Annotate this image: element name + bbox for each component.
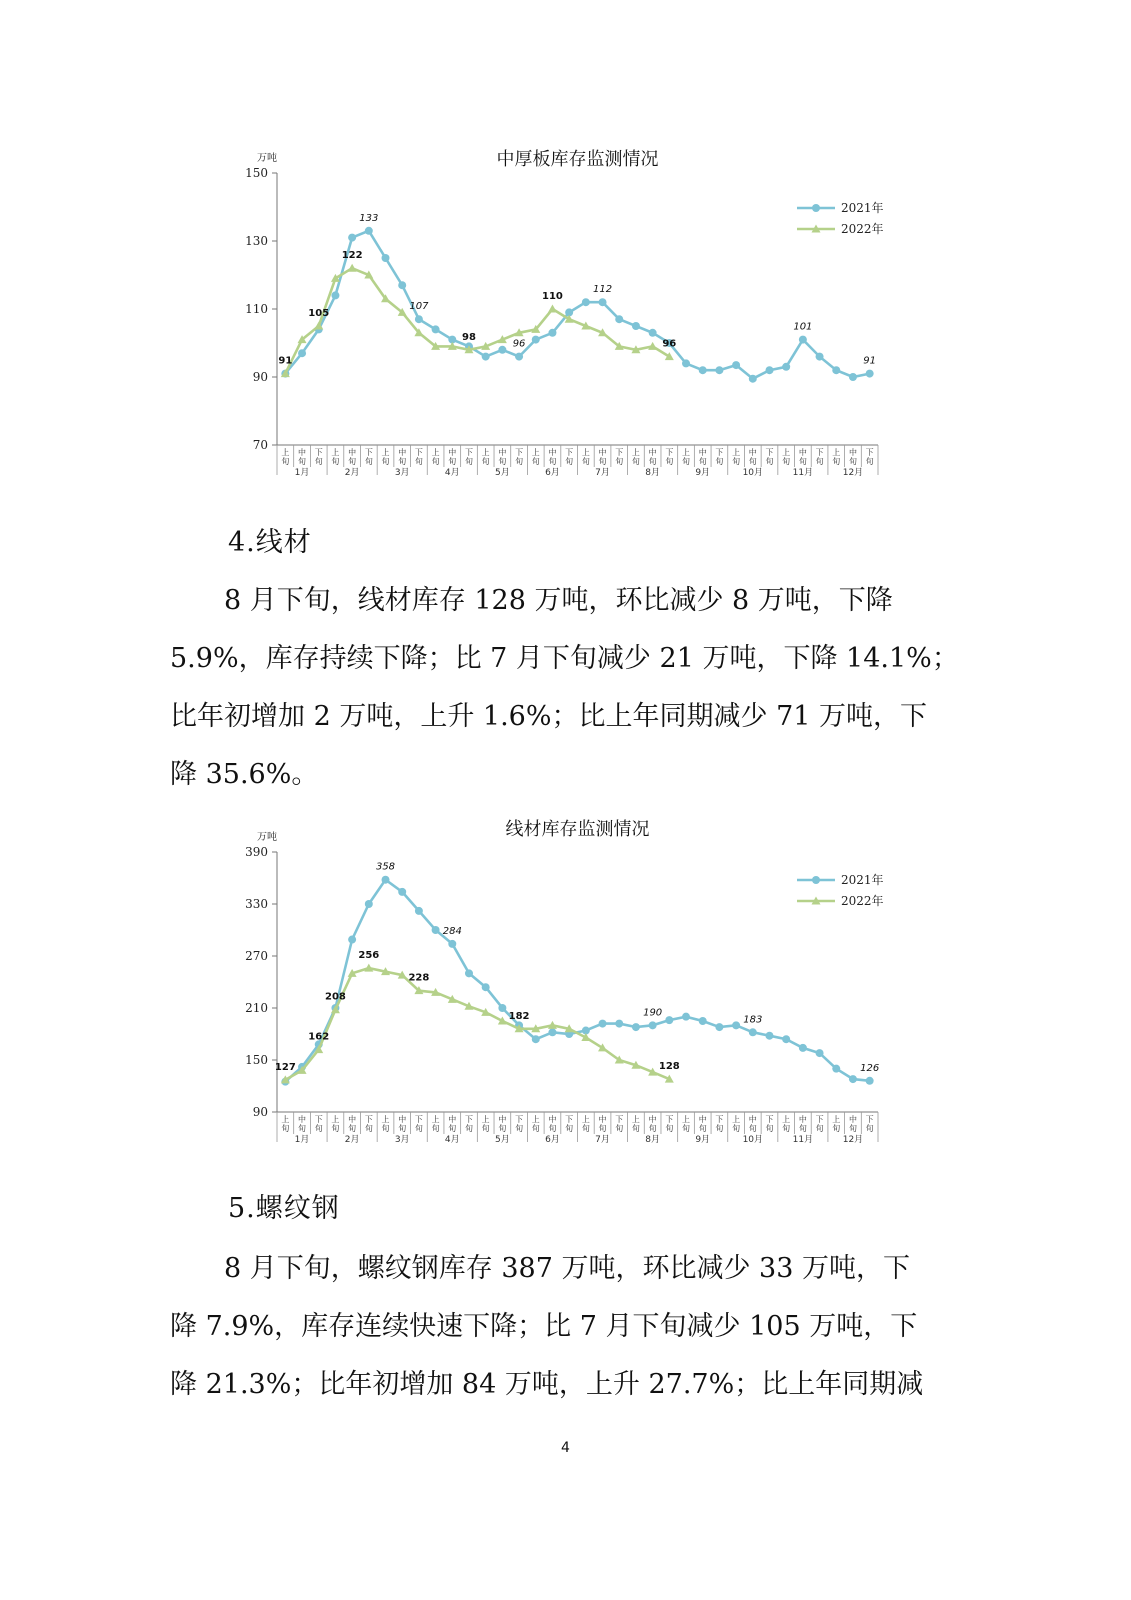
data-label: 127 [274, 1061, 296, 1073]
y-axis-unit-label: 万吨 [257, 832, 277, 843]
x-sub-label: 旬 [665, 457, 674, 466]
data-point-2021 [715, 366, 723, 374]
x-month-label: 4月 [444, 468, 460, 478]
x-sub-label: 上 [331, 1115, 340, 1124]
x-sub-label: 旬 [281, 457, 290, 466]
x-sub-label: 中 [598, 1115, 607, 1124]
data-point-2021 [365, 227, 373, 235]
x-sub-label: 下 [665, 448, 674, 457]
data-point-2021 [498, 1004, 506, 1012]
x-month-label: 11月 [792, 1135, 814, 1145]
x-month-label: 4月 [444, 1135, 460, 1145]
y-tick-label: 110 [245, 302, 268, 316]
x-sub-label: 旬 [815, 1124, 824, 1133]
data-point-2021 [749, 1028, 757, 1036]
x-sub-label: 中 [548, 448, 557, 457]
x-month-label: 12月 [842, 468, 864, 478]
y-tick-label: 150 [245, 166, 268, 180]
x-month-label: 8月 [645, 468, 660, 478]
x-sub-label: 旬 [598, 457, 607, 466]
y-tick-label: 70 [252, 438, 268, 452]
x-sub-label: 旬 [732, 1124, 741, 1133]
x-sub-label: 中 [398, 448, 407, 457]
x-sub-label: 下 [314, 1115, 323, 1124]
x-sub-label: 下 [414, 448, 423, 457]
x-month-label: 1月 [294, 468, 310, 478]
x-sub-label: 上 [732, 448, 741, 457]
x-sub-label: 下 [715, 1115, 724, 1124]
data-point-2021 [599, 298, 607, 306]
x-month-label: 9月 [695, 468, 711, 478]
x-sub-label: 旬 [715, 457, 724, 466]
x-sub-label: 上 [782, 448, 791, 457]
x-sub-label: 上 [431, 448, 440, 457]
data-point-2021 [365, 900, 373, 908]
x-sub-label: 旬 [732, 457, 741, 466]
data-point-2021 [298, 349, 306, 357]
data-point-2021 [398, 888, 406, 896]
y-tick-label: 270 [245, 949, 268, 963]
x-sub-label: 上 [381, 1115, 390, 1124]
x-sub-label: 中 [598, 448, 607, 457]
data-label: 162 [308, 1031, 330, 1043]
data-label: 107 [409, 301, 429, 313]
data-label: 91 [278, 355, 293, 367]
x-sub-label: 下 [815, 448, 824, 457]
data-label: 112 [592, 284, 613, 296]
y-axis-unit-label: 万吨 [257, 153, 277, 164]
x-sub-label: 下 [464, 448, 473, 457]
data-point-2021 [482, 983, 490, 991]
section-heading-wire: 4.线材 [228, 527, 312, 558]
x-sub-label: 中 [848, 1115, 857, 1124]
x-sub-label: 上 [481, 448, 490, 457]
x-sub-label: 旬 [531, 457, 540, 466]
x-sub-label: 中 [548, 1115, 557, 1124]
x-sub-label: 旬 [631, 457, 640, 466]
x-sub-label: 下 [815, 1115, 824, 1124]
data-label: 105 [308, 308, 330, 319]
x-sub-label: 上 [581, 1115, 590, 1124]
x-sub-label: 旬 [314, 1124, 323, 1133]
x-sub-label: 旬 [665, 1124, 674, 1133]
x-sub-label: 旬 [314, 457, 323, 466]
x-month-label: 6月 [545, 1135, 560, 1145]
data-label: 182 [508, 1010, 530, 1022]
x-sub-label: 上 [682, 1115, 691, 1124]
x-sub-label: 中 [798, 448, 807, 457]
section-heading-rebar: 5.螺纹钢 [228, 1193, 340, 1224]
legend-marker [812, 876, 820, 884]
x-sub-label: 下 [414, 1115, 423, 1124]
paragraph-line: 5.9%，库存持续下降；比 7 月下旬减少 21 万吨，下降 14.1%； [170, 643, 959, 674]
x-sub-label: 下 [865, 448, 874, 457]
data-point-2021 [799, 1044, 807, 1052]
data-point-2021 [732, 1021, 740, 1029]
data-point-2021 [599, 1020, 607, 1028]
x-sub-label: 旬 [765, 457, 774, 466]
x-sub-label: 旬 [832, 457, 841, 466]
data-point-2021 [582, 298, 590, 306]
paragraph-wire [170, 572, 960, 804]
x-month-label: 1月 [294, 1135, 310, 1145]
data-point-2022 [348, 264, 357, 272]
data-point-2021 [866, 370, 874, 378]
x-sub-label: 旬 [414, 457, 423, 466]
x-sub-label: 旬 [848, 457, 857, 466]
data-point-2021 [532, 336, 540, 344]
x-sub-label: 中 [498, 1115, 507, 1124]
data-point-2021 [765, 366, 773, 374]
chart-plate-svg [225, 140, 905, 490]
x-month-label: 6月 [545, 468, 560, 478]
chart-plate-inventory [225, 140, 905, 490]
x-sub-label: 上 [732, 1115, 741, 1124]
data-label: 96 [512, 338, 526, 350]
chart-title: 线材库存监测情况 [505, 819, 650, 840]
data-point-2021 [432, 325, 440, 333]
x-month-label: 7月 [595, 468, 610, 478]
x-sub-label: 下 [515, 1115, 524, 1124]
x-sub-label: 旬 [682, 457, 691, 466]
data-label: 122 [341, 250, 363, 262]
x-sub-label: 中 [698, 448, 707, 457]
x-sub-label: 上 [431, 1115, 440, 1124]
x-sub-label: 旬 [715, 1124, 724, 1133]
data-point-2021 [682, 359, 690, 367]
x-sub-label: 旬 [832, 1124, 841, 1133]
x-sub-label: 中 [498, 448, 507, 457]
x-sub-label: 中 [698, 1115, 707, 1124]
paragraph-line: 降 21.3%；比年初增加 84 万吨，上升 27.7%；比上年同期减 [170, 1369, 924, 1400]
x-sub-label: 旬 [782, 457, 791, 466]
data-label: 91 [863, 355, 877, 367]
x-sub-label: 上 [631, 448, 640, 457]
x-sub-label: 旬 [481, 457, 490, 466]
x-month-label: 5月 [495, 468, 510, 478]
series-line-0 [285, 880, 869, 1082]
x-sub-label: 下 [364, 1115, 373, 1124]
x-sub-label: 上 [631, 1115, 640, 1124]
x-sub-label: 中 [398, 1115, 407, 1124]
x-sub-label: 下 [765, 1115, 774, 1124]
data-label: 128 [658, 1061, 680, 1073]
x-sub-label: 中 [748, 1115, 757, 1124]
paragraph-line: 比年初增加 2 万吨，上升 1.6%；比上年同期减少 71 万吨，下 [170, 701, 928, 732]
data-point-2021 [699, 1017, 707, 1025]
x-sub-label: 旬 [782, 1124, 791, 1133]
data-point-2021 [715, 1023, 723, 1031]
x-sub-label: 旬 [615, 457, 624, 466]
x-sub-label: 中 [348, 448, 357, 457]
x-sub-label: 中 [798, 1115, 807, 1124]
x-sub-label: 旬 [865, 1124, 874, 1133]
data-label: 110 [542, 291, 563, 302]
x-sub-label: 旬 [364, 1124, 373, 1133]
data-label: 98 [462, 331, 476, 343]
data-point-2021 [615, 315, 623, 323]
data-point-2021 [382, 876, 390, 884]
data-point-2021 [665, 1016, 673, 1024]
x-sub-label: 中 [348, 1115, 357, 1124]
legend-label: 2022年 [841, 222, 884, 236]
x-sub-label: 下 [615, 448, 624, 457]
y-tick-label: 210 [245, 1001, 268, 1015]
x-sub-label: 旬 [581, 1124, 590, 1133]
x-sub-label: 旬 [448, 457, 457, 466]
x-sub-label: 中 [298, 1115, 307, 1124]
data-point-2021 [548, 1028, 556, 1036]
data-point-2021 [749, 375, 757, 383]
x-month-label: 12月 [842, 1135, 864, 1145]
x-sub-label: 旬 [331, 457, 340, 466]
x-sub-label: 中 [298, 448, 307, 457]
data-point-2021 [732, 361, 740, 369]
data-point-2021 [866, 1077, 874, 1085]
data-point-2021 [832, 1065, 840, 1073]
x-sub-label: 旬 [464, 457, 473, 466]
paragraph-line: 8 月下旬，螺纹钢库存 387 万吨，环比减少 33 万吨，下 [170, 1253, 910, 1284]
data-label: 256 [358, 950, 380, 962]
x-month-label: 7月 [595, 1135, 610, 1145]
data-point-2021 [532, 1035, 540, 1043]
x-sub-label: 旬 [548, 1124, 557, 1133]
x-sub-label: 上 [381, 448, 390, 457]
data-label: 101 [793, 321, 813, 333]
x-sub-label: 下 [615, 1115, 624, 1124]
x-month-label: 5月 [495, 1135, 510, 1145]
x-sub-label: 旬 [481, 1124, 490, 1133]
paragraph-line: 降 7.9%，库存连续快速下降；比 7 月下旬减少 105 万吨，下 [170, 1311, 918, 1342]
y-tick-label: 330 [245, 897, 268, 911]
x-sub-label: 下 [364, 448, 373, 457]
chart-wire-svg [225, 810, 905, 1155]
x-sub-label: 下 [515, 448, 524, 457]
data-point-2021 [765, 1032, 773, 1040]
x-sub-label: 旬 [431, 1124, 440, 1133]
data-point-2021 [799, 336, 807, 344]
x-sub-label: 下 [565, 448, 574, 457]
legend-label: 2022年 [841, 894, 884, 908]
x-sub-label: 旬 [615, 1124, 624, 1133]
y-tick-label: 130 [245, 234, 268, 248]
data-point-2021 [782, 363, 790, 371]
x-sub-label: 上 [782, 1115, 791, 1124]
x-sub-label: 旬 [598, 1124, 607, 1133]
x-sub-label: 上 [531, 1115, 540, 1124]
x-sub-label: 旬 [648, 457, 657, 466]
x-sub-label: 旬 [498, 1124, 507, 1133]
data-point-2021 [632, 1023, 640, 1031]
x-sub-label: 旬 [515, 457, 524, 466]
x-month-label: 9月 [695, 1135, 711, 1145]
paragraph-rebar [170, 1240, 960, 1414]
x-sub-label: 旬 [414, 1124, 423, 1133]
x-sub-label: 旬 [815, 457, 824, 466]
chart-wire-inventory [225, 810, 905, 1155]
data-point-2021 [382, 254, 390, 262]
x-sub-label: 旬 [548, 457, 557, 466]
legend-label: 2021年 [841, 201, 884, 215]
x-sub-label: 旬 [515, 1124, 524, 1133]
x-sub-label: 旬 [648, 1124, 657, 1133]
data-point-2021 [515, 353, 523, 361]
x-sub-label: 上 [581, 448, 590, 457]
data-label: 284 [442, 925, 462, 937]
x-sub-label: 下 [314, 448, 323, 457]
y-tick-label: 390 [245, 845, 268, 859]
x-sub-label: 旬 [398, 457, 407, 466]
data-point-2021 [465, 969, 473, 977]
x-sub-label: 下 [565, 1115, 574, 1124]
data-point-2021 [816, 1049, 824, 1057]
x-sub-label: 旬 [348, 457, 357, 466]
x-sub-label: 上 [832, 1115, 841, 1124]
chart-title: 中厚板库存监测情况 [496, 149, 659, 170]
data-point-2021 [849, 1075, 857, 1083]
data-point-2021 [849, 373, 857, 381]
x-sub-label: 上 [531, 448, 540, 457]
x-sub-label: 上 [682, 448, 691, 457]
data-label: 96 [662, 338, 677, 350]
x-sub-label: 旬 [381, 457, 390, 466]
x-sub-label: 中 [648, 448, 657, 457]
x-sub-label: 旬 [281, 1124, 290, 1133]
x-sub-label: 上 [481, 1115, 490, 1124]
data-point-2021 [432, 926, 440, 934]
x-sub-label: 旬 [698, 457, 707, 466]
data-point-2021 [682, 1013, 690, 1021]
legend-label: 2021年 [841, 873, 884, 887]
x-sub-label: 中 [448, 448, 457, 457]
data-point-2021 [782, 1035, 790, 1043]
data-label: 208 [324, 991, 346, 1003]
data-point-2022 [548, 305, 557, 313]
data-label: 133 [359, 212, 379, 224]
legend-marker [812, 204, 820, 212]
x-sub-label: 下 [865, 1115, 874, 1124]
data-label: 190 [643, 1007, 663, 1019]
data-label: 358 [375, 861, 396, 873]
data-point-2021 [415, 315, 423, 323]
x-month-label: 10月 [742, 468, 764, 478]
data-point-2021 [482, 353, 490, 361]
x-sub-label: 旬 [581, 457, 590, 466]
x-sub-label: 旬 [698, 1124, 707, 1133]
data-point-2021 [816, 353, 824, 361]
x-month-label: 3月 [394, 468, 410, 478]
x-sub-label: 旬 [798, 457, 807, 466]
y-tick-label: 90 [252, 1105, 268, 1119]
data-point-2021 [415, 907, 423, 915]
x-sub-label: 下 [665, 1115, 674, 1124]
page-number: 4 [561, 1440, 570, 1456]
x-sub-label: 旬 [498, 457, 507, 466]
x-sub-label: 旬 [798, 1124, 807, 1133]
data-point-2021 [649, 329, 657, 337]
x-sub-label: 旬 [298, 457, 307, 466]
x-sub-label: 上 [281, 1115, 290, 1124]
x-sub-label: 中 [448, 1115, 457, 1124]
x-sub-label: 旬 [398, 1124, 407, 1133]
x-sub-label: 旬 [364, 457, 373, 466]
x-sub-label: 旬 [631, 1124, 640, 1133]
x-sub-label: 旬 [531, 1124, 540, 1133]
x-sub-label: 旬 [331, 1124, 340, 1133]
x-sub-label: 旬 [381, 1124, 390, 1133]
data-label: 183 [743, 1014, 763, 1026]
data-point-2021 [331, 291, 339, 299]
data-point-2021 [699, 366, 707, 374]
x-sub-label: 上 [331, 448, 340, 457]
data-point-2021 [398, 281, 406, 289]
x-sub-label: 旬 [865, 457, 874, 466]
x-sub-label: 旬 [848, 1124, 857, 1133]
x-sub-label: 旬 [448, 1124, 457, 1133]
data-point-2021 [615, 1020, 623, 1028]
data-point-2021 [348, 936, 356, 944]
data-point-2021 [498, 346, 506, 354]
y-tick-label: 90 [252, 370, 268, 384]
paragraph-line: 8 月下旬，线材库存 128 万吨，环比减少 8 万吨，下降 [170, 585, 893, 616]
x-month-label: 8月 [645, 1135, 660, 1145]
data-point-2021 [832, 366, 840, 374]
x-sub-label: 旬 [431, 457, 440, 466]
x-sub-label: 下 [715, 448, 724, 457]
paragraph-line: 降 35.6%。 [170, 759, 319, 790]
data-point-2021 [348, 234, 356, 242]
x-month-label: 10月 [742, 1135, 764, 1145]
x-sub-label: 旬 [565, 1124, 574, 1133]
data-point-2021 [649, 1021, 657, 1029]
x-sub-label: 旬 [748, 1124, 757, 1133]
x-month-label: 11月 [792, 468, 814, 478]
data-point-2021 [632, 322, 640, 330]
y-tick-label: 150 [245, 1053, 268, 1067]
x-sub-label: 中 [848, 448, 857, 457]
data-label: 228 [408, 972, 430, 984]
series-line-0 [285, 231, 869, 379]
x-sub-label: 上 [281, 448, 290, 457]
x-sub-label: 旬 [464, 1124, 473, 1133]
x-sub-label: 旬 [748, 457, 757, 466]
x-sub-label: 中 [648, 1115, 657, 1124]
data-point-2021 [448, 940, 456, 948]
data-point-2021 [548, 329, 556, 337]
x-month-label: 2月 [344, 1135, 360, 1145]
x-sub-label: 旬 [682, 1124, 691, 1133]
x-sub-label: 下 [765, 448, 774, 457]
x-sub-label: 旬 [298, 1124, 307, 1133]
x-month-label: 3月 [394, 1135, 410, 1145]
x-sub-label: 旬 [348, 1124, 357, 1133]
x-sub-label: 上 [832, 448, 841, 457]
x-sub-label: 旬 [765, 1124, 774, 1133]
data-label: 126 [860, 1062, 880, 1074]
x-month-label: 2月 [344, 468, 360, 478]
x-sub-label: 下 [464, 1115, 473, 1124]
x-sub-label: 旬 [565, 457, 574, 466]
x-sub-label: 中 [748, 448, 757, 457]
